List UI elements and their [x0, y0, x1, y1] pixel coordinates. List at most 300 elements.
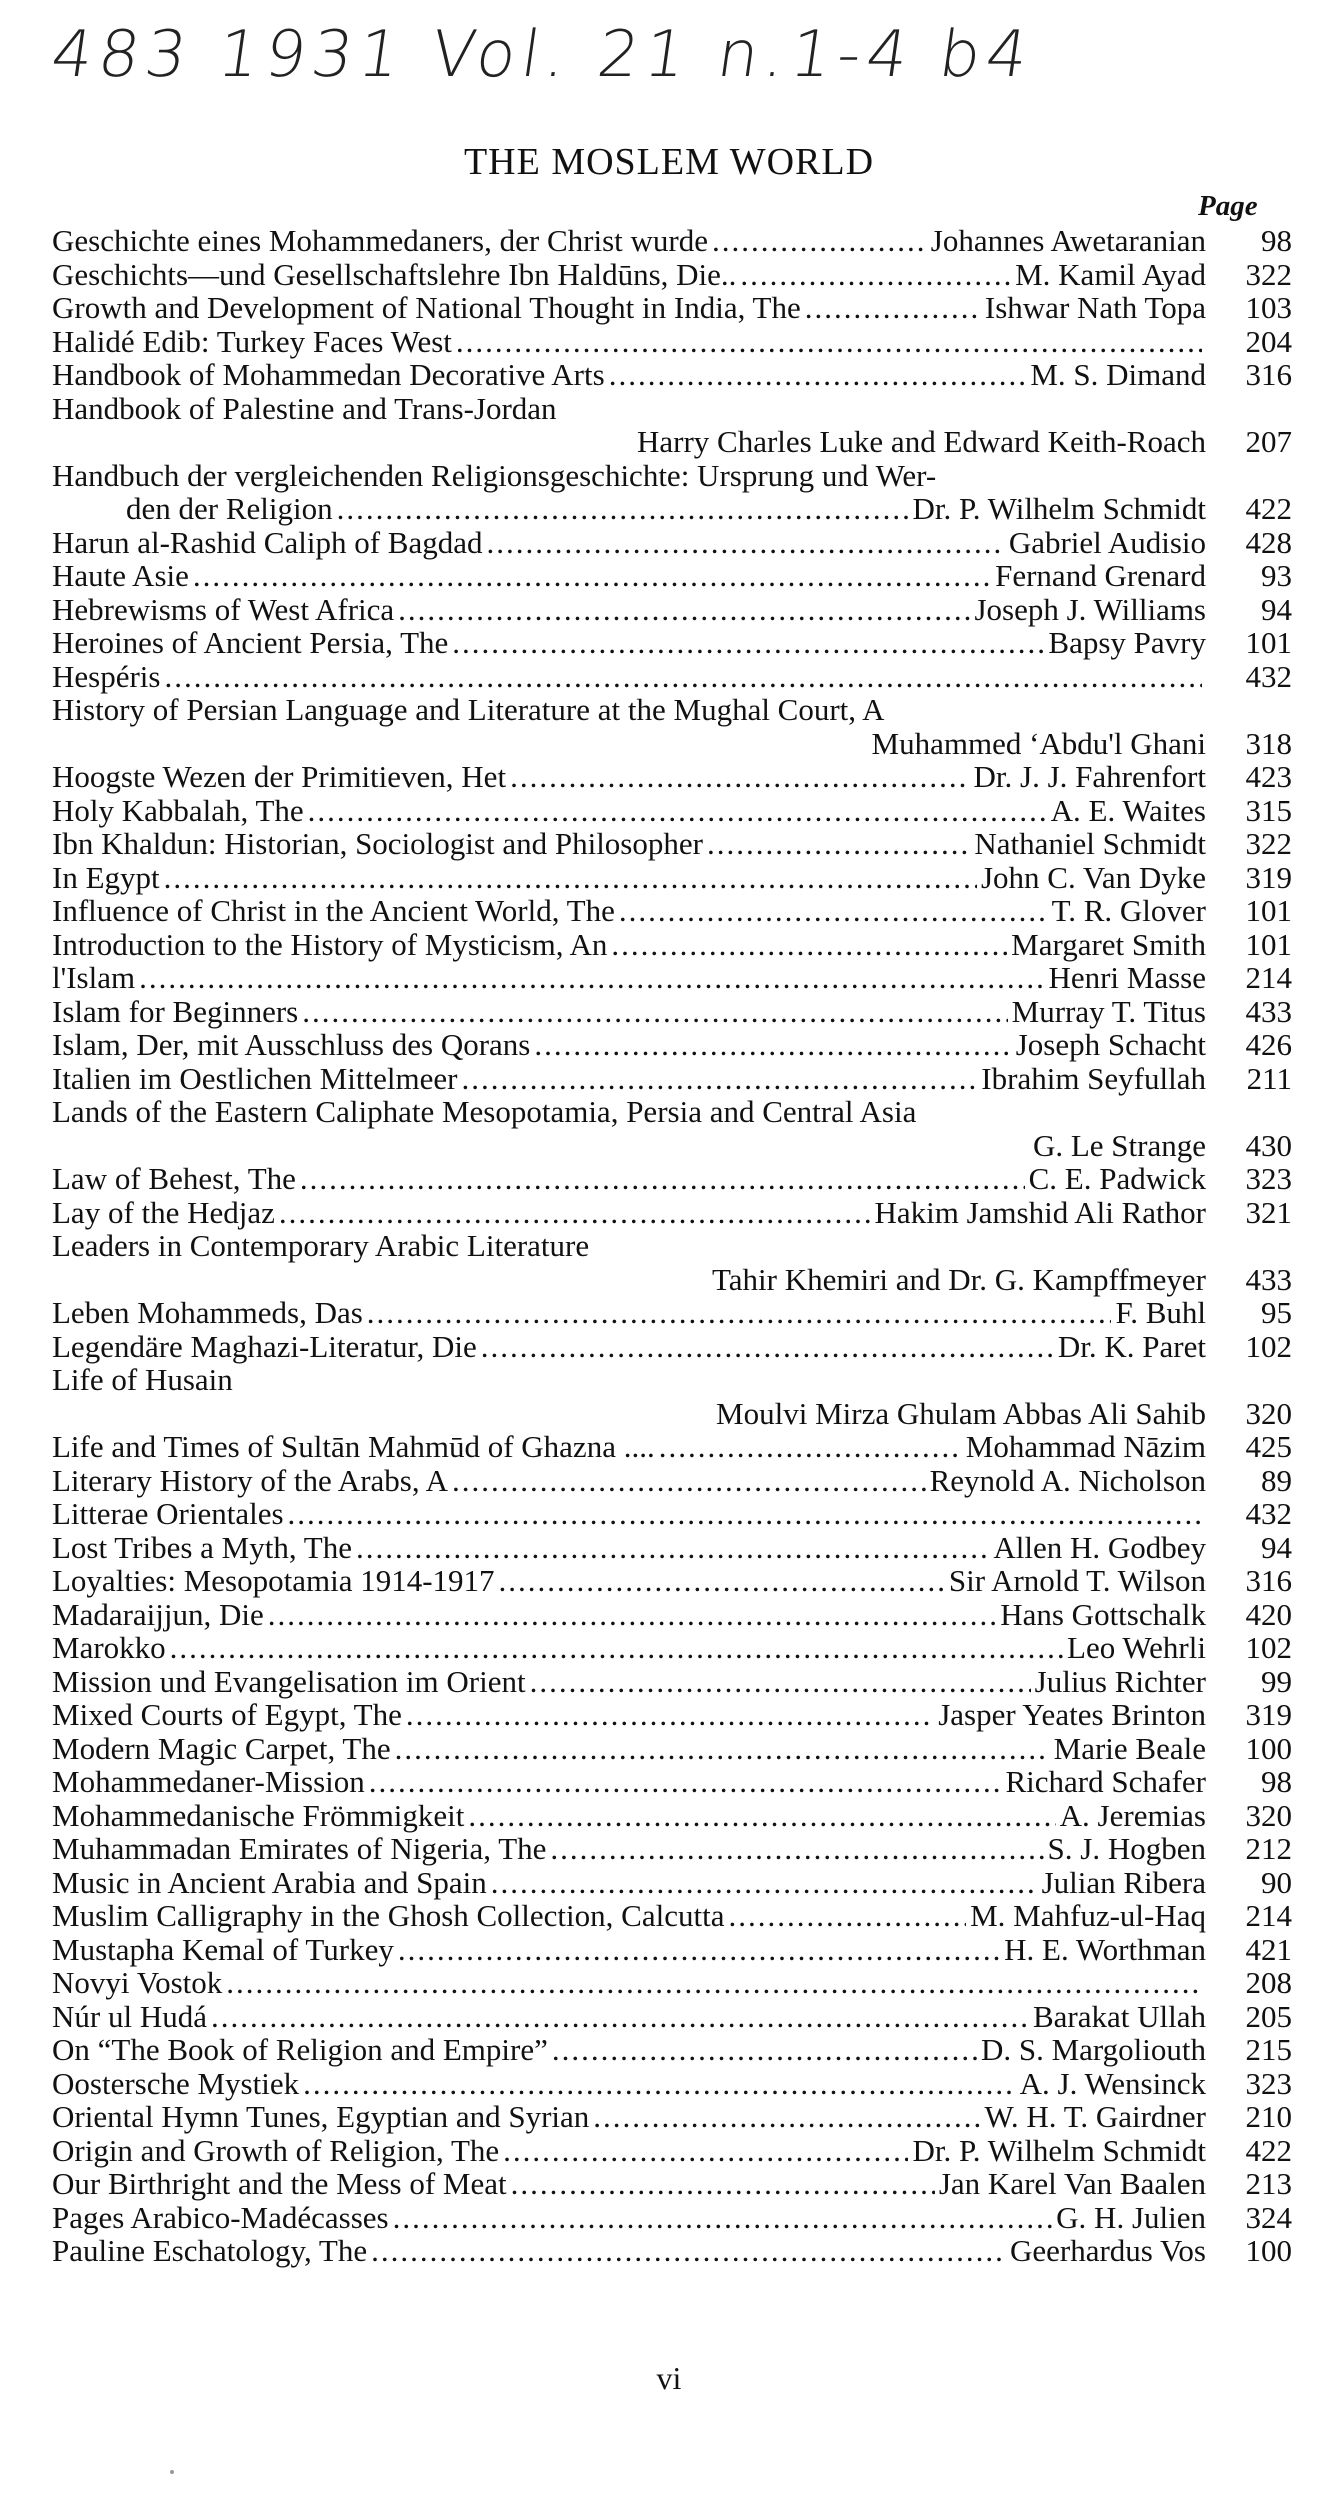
entry-title: Music in Ancient Arabia and Spain [52, 1864, 487, 1900]
entry-line [52, 760, 1292, 794]
index-entry [52, 2201, 1292, 2235]
entry-line [52, 1028, 1292, 1062]
index-entry [52, 760, 1292, 794]
entry-title: Litterae Orientales [52, 1496, 284, 1531]
entry-title: Life and Times of Sultān Mahmūd of Ghazna .... [52, 1429, 655, 1464]
entry-page: 93 [1261, 558, 1292, 593]
index-entry [52, 459, 1292, 526]
entry-line [52, 425, 1292, 459]
entry-page: 211 [1246, 1060, 1292, 1096]
entry-author: Tahir Khemiri and Dr. G. Kampffmeyer [712, 1261, 1206, 1297]
entry-line [52, 1330, 1292, 1364]
index-entry [52, 1631, 1292, 1665]
entry-line [52, 258, 1292, 292]
entry-page: 100 [1245, 1730, 1292, 1766]
entry-line [52, 392, 1292, 426]
leader-dots [530, 1665, 1031, 1699]
entry-title: Origin and Growth of Religion, The [52, 2132, 500, 2168]
entry-title: Italien im Oestlichen Mittelmeer [52, 1060, 458, 1096]
leader-dots [398, 593, 970, 627]
leader-dots [468, 1799, 1055, 1833]
entry-title: l'Islam [52, 960, 136, 995]
entry-line [52, 1229, 1292, 1263]
entry-page: 212 [1245, 1831, 1292, 1866]
index-entry [52, 1832, 1292, 1866]
entry-author: A. J. Wensinck [1019, 2065, 1206, 2101]
entry-author: Henri Masse [1048, 960, 1206, 995]
entry-page: 432 [1245, 658, 1292, 694]
leader-dots [619, 894, 1048, 928]
leader-dots [728, 1899, 966, 1933]
entry-author: Richard Schafer [1005, 1764, 1206, 1799]
entry-line [52, 2067, 1292, 2101]
entry-page: 204 [1245, 323, 1292, 359]
entry-page: 430 [1245, 1127, 1292, 1163]
entry-author: Bapsy Pavry [1048, 625, 1206, 660]
entry-author: Julian Ribera [1041, 1864, 1206, 1900]
entry-author: Joseph Schacht [1015, 1027, 1206, 1062]
leader-dots [308, 794, 1047, 828]
entry-page: 316 [1245, 357, 1292, 392]
entry-page: 423 [1245, 759, 1292, 794]
entry-page: 320 [1245, 1797, 1292, 1833]
entry-line [52, 1430, 1292, 1464]
entry-title: Hoogste Wezen der Primitieven, Het [52, 759, 507, 794]
entry-title: Mixed Courts of Egypt, The [52, 1697, 402, 1732]
index-entry [52, 2167, 1292, 2201]
index-entry [52, 358, 1292, 392]
entry-title: Muhammadan Emirates of Nigeria, The [52, 1831, 547, 1866]
entry-line [52, 1899, 1292, 1933]
leader-dots [367, 1296, 1112, 1330]
entry-line [52, 1397, 1292, 1431]
entry-line [52, 995, 1292, 1029]
entry-author: Moulvi Mirza Ghulam Abbas Ali Sahib [716, 1395, 1206, 1431]
leader-dots [740, 258, 1011, 292]
entry-line [52, 2201, 1292, 2235]
index-entry [52, 928, 1292, 962]
entry-author: Dr. P. Wilhelm Schmidt [912, 491, 1206, 526]
entry-line [52, 1933, 1292, 1967]
entry-title: Geschichte eines Mohammedaners, der Christ wurde [52, 223, 708, 258]
index-entry [52, 1296, 1292, 1330]
footer-page-number: vi [656, 2360, 682, 2396]
entry-line [52, 593, 1292, 627]
entry-page: 210 [1245, 2099, 1292, 2134]
entry-line [52, 325, 1292, 359]
leader-dots [393, 2201, 1053, 2235]
entry-page: 98 [1261, 1764, 1292, 1799]
entry-title: Hespéris [52, 658, 161, 694]
entry-line [52, 1095, 1292, 1129]
entry-title: Ibn Khaldun: Historian, Sociologist and Philosopher [52, 826, 703, 861]
entry-page: 316 [1245, 1563, 1292, 1598]
entry-author: G. Le Strange [1032, 1127, 1206, 1163]
entry-line [52, 358, 1292, 392]
entry-title: Hebrewisms of West Africa [52, 591, 395, 627]
entry-author: Johannes Awetaranian [930, 223, 1206, 258]
index-entry [52, 224, 1292, 258]
entry-line [52, 1799, 1292, 1833]
entry-page: 433 [1245, 993, 1292, 1029]
entry-title: Halidé Edib: Turkey Faces West [52, 323, 452, 359]
leader-dots [406, 1698, 934, 1732]
entry-page: 89 [1261, 1462, 1292, 1498]
index-entry [52, 1028, 1292, 1062]
entry-title: Lands of the Eastern Caliphate Mesopotamia, Persia and Central Asia [52, 1094, 917, 1129]
entry-line [52, 559, 1292, 593]
entry-line [52, 1866, 1292, 1900]
entry-title: Novyi Vostok [52, 1965, 223, 2000]
entry-title: Heroines of Ancient Persia, The [52, 625, 449, 660]
entry-line [52, 291, 1292, 325]
entry-title: Mohammedaner-Mission [52, 1764, 365, 1799]
index-entry [52, 1564, 1292, 1598]
index-entry [52, 1799, 1292, 1833]
entry-line [52, 1631, 1292, 1665]
entry-page: 205 [1245, 1998, 1292, 2034]
leader-dots [552, 2033, 977, 2067]
entry-author: Fernand Grenard [995, 558, 1206, 593]
leader-dots [707, 827, 970, 861]
entry-author: Geerhardus Vos [1009, 2233, 1206, 2268]
leader-dots [659, 1430, 962, 1464]
entry-author: Julius Richter [1034, 1663, 1206, 1699]
index-entry [52, 1229, 1292, 1296]
index-entry [52, 1430, 1292, 1464]
leader-dots [356, 1531, 989, 1565]
entry-line [52, 1966, 1292, 2000]
entry-title: Marokko [52, 1630, 166, 1665]
index-entry [52, 1330, 1292, 1364]
index-entry [52, 392, 1292, 459]
leader-dots [593, 2100, 980, 2134]
entry-title: Mustapha Kemal of Turkey [52, 1931, 394, 1967]
margin-speck [170, 2470, 174, 2474]
entry-page: 101 [1245, 926, 1292, 962]
index-entry [52, 526, 1292, 560]
entry-line [52, 626, 1292, 660]
leader-dots [611, 928, 1007, 962]
entry-line [52, 928, 1292, 962]
entry-title: History of Persian Language and Literature at the Mughal Court, A [52, 692, 885, 727]
entry-line [52, 1598, 1292, 1632]
leader-dots [511, 2167, 935, 2201]
entry-author: Margaret Smith [1011, 926, 1206, 962]
entry-page: 207 [1245, 424, 1292, 459]
entry-title: Muslim Calligraphy in the Ghosh Collection, Calcutta [52, 1898, 725, 1933]
entry-author: Leo Wehrli [1067, 1630, 1206, 1665]
entry-title: Geschichts—und Gesellschaftslehre Ibn Haldūns, Die.. [52, 256, 737, 292]
entry-title: In Egypt [52, 859, 160, 895]
entry-author: M. S. Dimand [1030, 357, 1206, 392]
leader-dots [805, 291, 981, 325]
entry-page: 99 [1261, 1663, 1292, 1699]
handwritten-call-number: 483 1931 Vol. 21 n.1-4 b4 [46, 18, 1039, 92]
entry-title: Loyalties: Mesopotamia 1914-1917 [52, 1563, 495, 1598]
entry-page: 433 [1245, 1261, 1292, 1297]
entry-title: Pages Arabico-Madécasses [52, 2199, 389, 2235]
index-entry [52, 1363, 1292, 1430]
leader-dots [491, 1866, 1038, 1900]
entry-title: Literary History of the Arabs, A [52, 1462, 449, 1498]
page-column-header: Page [1198, 190, 1258, 222]
entry-title: Islam for Beginners [52, 993, 299, 1029]
index-entry [52, 660, 1292, 694]
leader-dots [288, 1497, 1202, 1531]
leader-dots [369, 1765, 1002, 1799]
entry-page: 322 [1245, 826, 1292, 861]
entry-author: Muhammed ‘Abdu'l Ghani [871, 725, 1206, 761]
entry-line [52, 1196, 1292, 1230]
leader-dots [279, 1196, 871, 1230]
entry-line [52, 1296, 1292, 1330]
entry-author: Dr. K. Paret [1057, 1328, 1206, 1364]
index-entry [52, 2234, 1292, 2268]
leader-dots [226, 1966, 1202, 2000]
leader-dots [510, 760, 969, 794]
entry-page: 315 [1245, 792, 1292, 828]
index-entry [52, 626, 1292, 660]
leader-dots [164, 660, 1202, 694]
entry-line [52, 1363, 1292, 1397]
leader-dots [303, 2067, 1016, 2101]
index-entry [52, 1665, 1292, 1699]
index-entry [52, 1933, 1292, 1967]
entry-page: 425 [1245, 1429, 1292, 1464]
entry-page: 420 [1245, 1596, 1292, 1632]
entry-line [52, 1263, 1292, 1297]
entry-author: T. R. Glover [1051, 893, 1206, 928]
entry-line [52, 526, 1292, 560]
entry-title: Oostersche Mystiek [52, 2065, 300, 2101]
leader-dots [452, 1464, 926, 1498]
entry-page: 321 [1245, 1194, 1292, 1230]
index-entry [52, 1866, 1292, 1900]
index-entry [52, 593, 1292, 627]
entry-title-continued: den der Religion [126, 491, 333, 526]
entry-author: John C. Van Dyke [980, 859, 1206, 895]
entry-line [52, 693, 1292, 727]
leader-dots [395, 1732, 1050, 1766]
entry-page: 319 [1245, 859, 1292, 895]
entry-line [52, 1531, 1292, 1565]
entry-title: Handbook of Palestine and Trans-Jordan [52, 390, 557, 426]
entry-title: On “The Book of Religion and Empire” [52, 2032, 548, 2067]
leader-dots [461, 1062, 977, 1096]
entry-title: Life of Husain [52, 1362, 233, 1397]
entry-title: Leaders in Contemporary Arabic Literature [52, 1228, 590, 1263]
index-entry [52, 1062, 1292, 1096]
entry-page: 432 [1245, 1496, 1292, 1531]
leader-dots [503, 2134, 908, 2168]
leader-dots [550, 1832, 1043, 1866]
entry-author: C. E. Padwick [1028, 1161, 1206, 1196]
entry-author: Mohammad Nāzim [965, 1429, 1206, 1464]
leader-dots [337, 492, 909, 526]
entry-line [52, 459, 1292, 493]
leader-dots [170, 1631, 1063, 1665]
index-entry [52, 291, 1292, 325]
entry-line [52, 1832, 1292, 1866]
entry-author: Ibrahim Seyfullah [981, 1060, 1206, 1096]
entry-page: 318 [1245, 725, 1292, 761]
entry-line [52, 827, 1292, 861]
index-entry [52, 559, 1292, 593]
entry-author: Barakat Ullah [1032, 1998, 1206, 2034]
entry-page: 214 [1245, 1898, 1292, 1933]
entry-page: 213 [1245, 2166, 1292, 2201]
entry-page: 428 [1245, 524, 1292, 560]
entry-author: Harry Charles Luke and Edward Keith-Roach [637, 424, 1206, 459]
index-entry [52, 794, 1292, 828]
entry-page: 102 [1245, 1328, 1292, 1364]
entry-line [52, 492, 1292, 526]
leader-dots [164, 861, 977, 895]
entry-author: A. Jeremias [1059, 1797, 1206, 1833]
leader-dots [499, 1564, 945, 1598]
entry-author: A. E. Waites [1050, 792, 1206, 828]
entry-author: D. S. Margoliouth [980, 2032, 1206, 2067]
entry-author: Marie Beale [1053, 1730, 1206, 1766]
index-entry [52, 2134, 1292, 2168]
entry-line [52, 2167, 1292, 2201]
leader-dots [302, 995, 1007, 1029]
index-entry [52, 693, 1292, 760]
entry-title: Holy Kabbalah, The [52, 792, 304, 828]
entry-page: 90 [1261, 1864, 1292, 1900]
entry-title: Mohammedanische Frömmigkeit [52, 1797, 465, 1833]
entry-page: 208 [1245, 1965, 1292, 2000]
entry-title: Mission und Evangelisation im Orient [52, 1663, 526, 1699]
index-entry [52, 995, 1292, 1029]
entry-page: 320 [1245, 1395, 1292, 1431]
leader-dots [211, 2000, 1029, 2034]
entry-author: M. Mahfuz-ul-Haq [970, 1898, 1206, 1933]
entry-page: 103 [1245, 290, 1292, 325]
entry-author: Gabriel Audisio [1008, 524, 1206, 560]
entry-line [52, 1129, 1292, 1163]
index-list [52, 224, 1292, 2268]
entry-author: Dr. P. Wilhelm Schmidt [912, 2132, 1206, 2168]
leader-dots [268, 1598, 996, 1632]
index-entry [52, 861, 1292, 895]
entry-title: Oriental Hymn Tunes, Egyptian and Syrian [52, 2099, 590, 2134]
leader-dots [481, 1330, 1054, 1364]
entry-page: 95 [1261, 1295, 1292, 1330]
leader-dots [712, 224, 927, 258]
index-entry [52, 1464, 1292, 1498]
entry-line [52, 2000, 1292, 2034]
entry-author: Jasper Yeates Brinton [938, 1697, 1206, 1732]
entry-page: 214 [1245, 960, 1292, 995]
entry-author: Reynold A. Nicholson [929, 1462, 1206, 1498]
entry-title: Growth and Development of National Thought in India, The [52, 290, 801, 325]
entry-page: 319 [1245, 1697, 1292, 1732]
entry-author: Hakim Jamshid Ali Rathor [874, 1194, 1206, 1230]
entry-line [52, 861, 1292, 895]
entry-page: 426 [1245, 1027, 1292, 1062]
entry-title: Lost Tribes a Myth, The [52, 1529, 352, 1565]
leader-dots [371, 2234, 1006, 2268]
entry-page: 215 [1245, 2032, 1292, 2067]
entry-author: Jan Karel Van Baalen [938, 2166, 1206, 2201]
leader-dots [398, 1933, 1000, 1967]
entry-line [52, 1162, 1292, 1196]
entry-author: H. E. Worthman [1004, 1931, 1206, 1967]
index-entry [52, 1196, 1292, 1230]
entry-title: Núr ul Hudá [52, 1998, 207, 2034]
index-entry [52, 2033, 1292, 2067]
entry-line [52, 1497, 1292, 1531]
index-entry [52, 1531, 1292, 1565]
entry-line [52, 961, 1292, 995]
entry-line [52, 1698, 1292, 1732]
entry-title: Islam, Der, mit Ausschluss des Qorans [52, 1027, 531, 1062]
entry-author: F. Buhl [1115, 1295, 1206, 1330]
entry-title: Legendäre Maghazi-Literatur, Die [52, 1328, 477, 1364]
index-entry [52, 2100, 1292, 2134]
entry-page: 421 [1245, 1931, 1292, 1967]
index-entry [52, 1765, 1292, 1799]
entry-title: Madaraijjun, Die [52, 1596, 264, 1632]
entry-author: G. H. Julien [1056, 2199, 1206, 2235]
index-entry [52, 2067, 1292, 2101]
entry-author: Joseph J. Williams [974, 591, 1206, 627]
index-entry [52, 1598, 1292, 1632]
entry-page: 422 [1245, 491, 1292, 526]
entry-line [52, 2033, 1292, 2067]
entry-line [52, 1665, 1292, 1699]
index-entry [52, 1732, 1292, 1766]
entry-title: Our Birthright and the Mess of Meat [52, 2166, 507, 2201]
entry-page: 101 [1245, 893, 1292, 928]
entry-title: Influence of Christ in the Ancient World, The [52, 893, 615, 928]
index-entry [52, 827, 1292, 861]
entry-line [52, 2134, 1292, 2168]
entry-title: Handbook of Mohammedan Decorative Arts [52, 357, 605, 392]
entry-line [52, 727, 1292, 761]
entry-title: Handbuch der vergleichenden Religionsgeschichte: Ursprung und Wer- [52, 457, 937, 493]
index-entry [52, 1899, 1292, 1933]
entry-line [52, 1765, 1292, 1799]
entry-line [52, 1062, 1292, 1096]
index-entry [52, 1497, 1292, 1531]
entry-title: Harun al-Rashid Caliph of Bagdad [52, 524, 483, 560]
entry-page: 323 [1245, 2065, 1292, 2101]
entry-author: Sir Arnold T. Wilson [948, 1563, 1206, 1598]
entry-author: Allen H. Godbey [993, 1529, 1206, 1565]
entry-line [52, 1464, 1292, 1498]
entry-title: Leben Mohammeds, Das [52, 1295, 363, 1330]
index-entry [52, 325, 1292, 359]
leader-dots [193, 559, 991, 593]
leader-dots [534, 1028, 1011, 1062]
entry-title: Law of Behest, The [52, 1161, 296, 1196]
entry-page: 94 [1261, 1529, 1292, 1565]
entry-page: 100 [1245, 2233, 1292, 2268]
entry-page: 422 [1245, 2132, 1292, 2168]
entry-page: 102 [1245, 1630, 1292, 1665]
entry-title: Modern Magic Carpet, The [52, 1730, 391, 1766]
entry-line [52, 660, 1292, 694]
leader-dots [139, 961, 1044, 995]
entry-author: S. J. Hogben [1047, 1831, 1206, 1866]
index-entry [52, 961, 1292, 995]
leader-dots [456, 325, 1202, 359]
entry-author: Dr. J. J. Fahrenfort [973, 759, 1206, 794]
index-entry [52, 2000, 1292, 2034]
